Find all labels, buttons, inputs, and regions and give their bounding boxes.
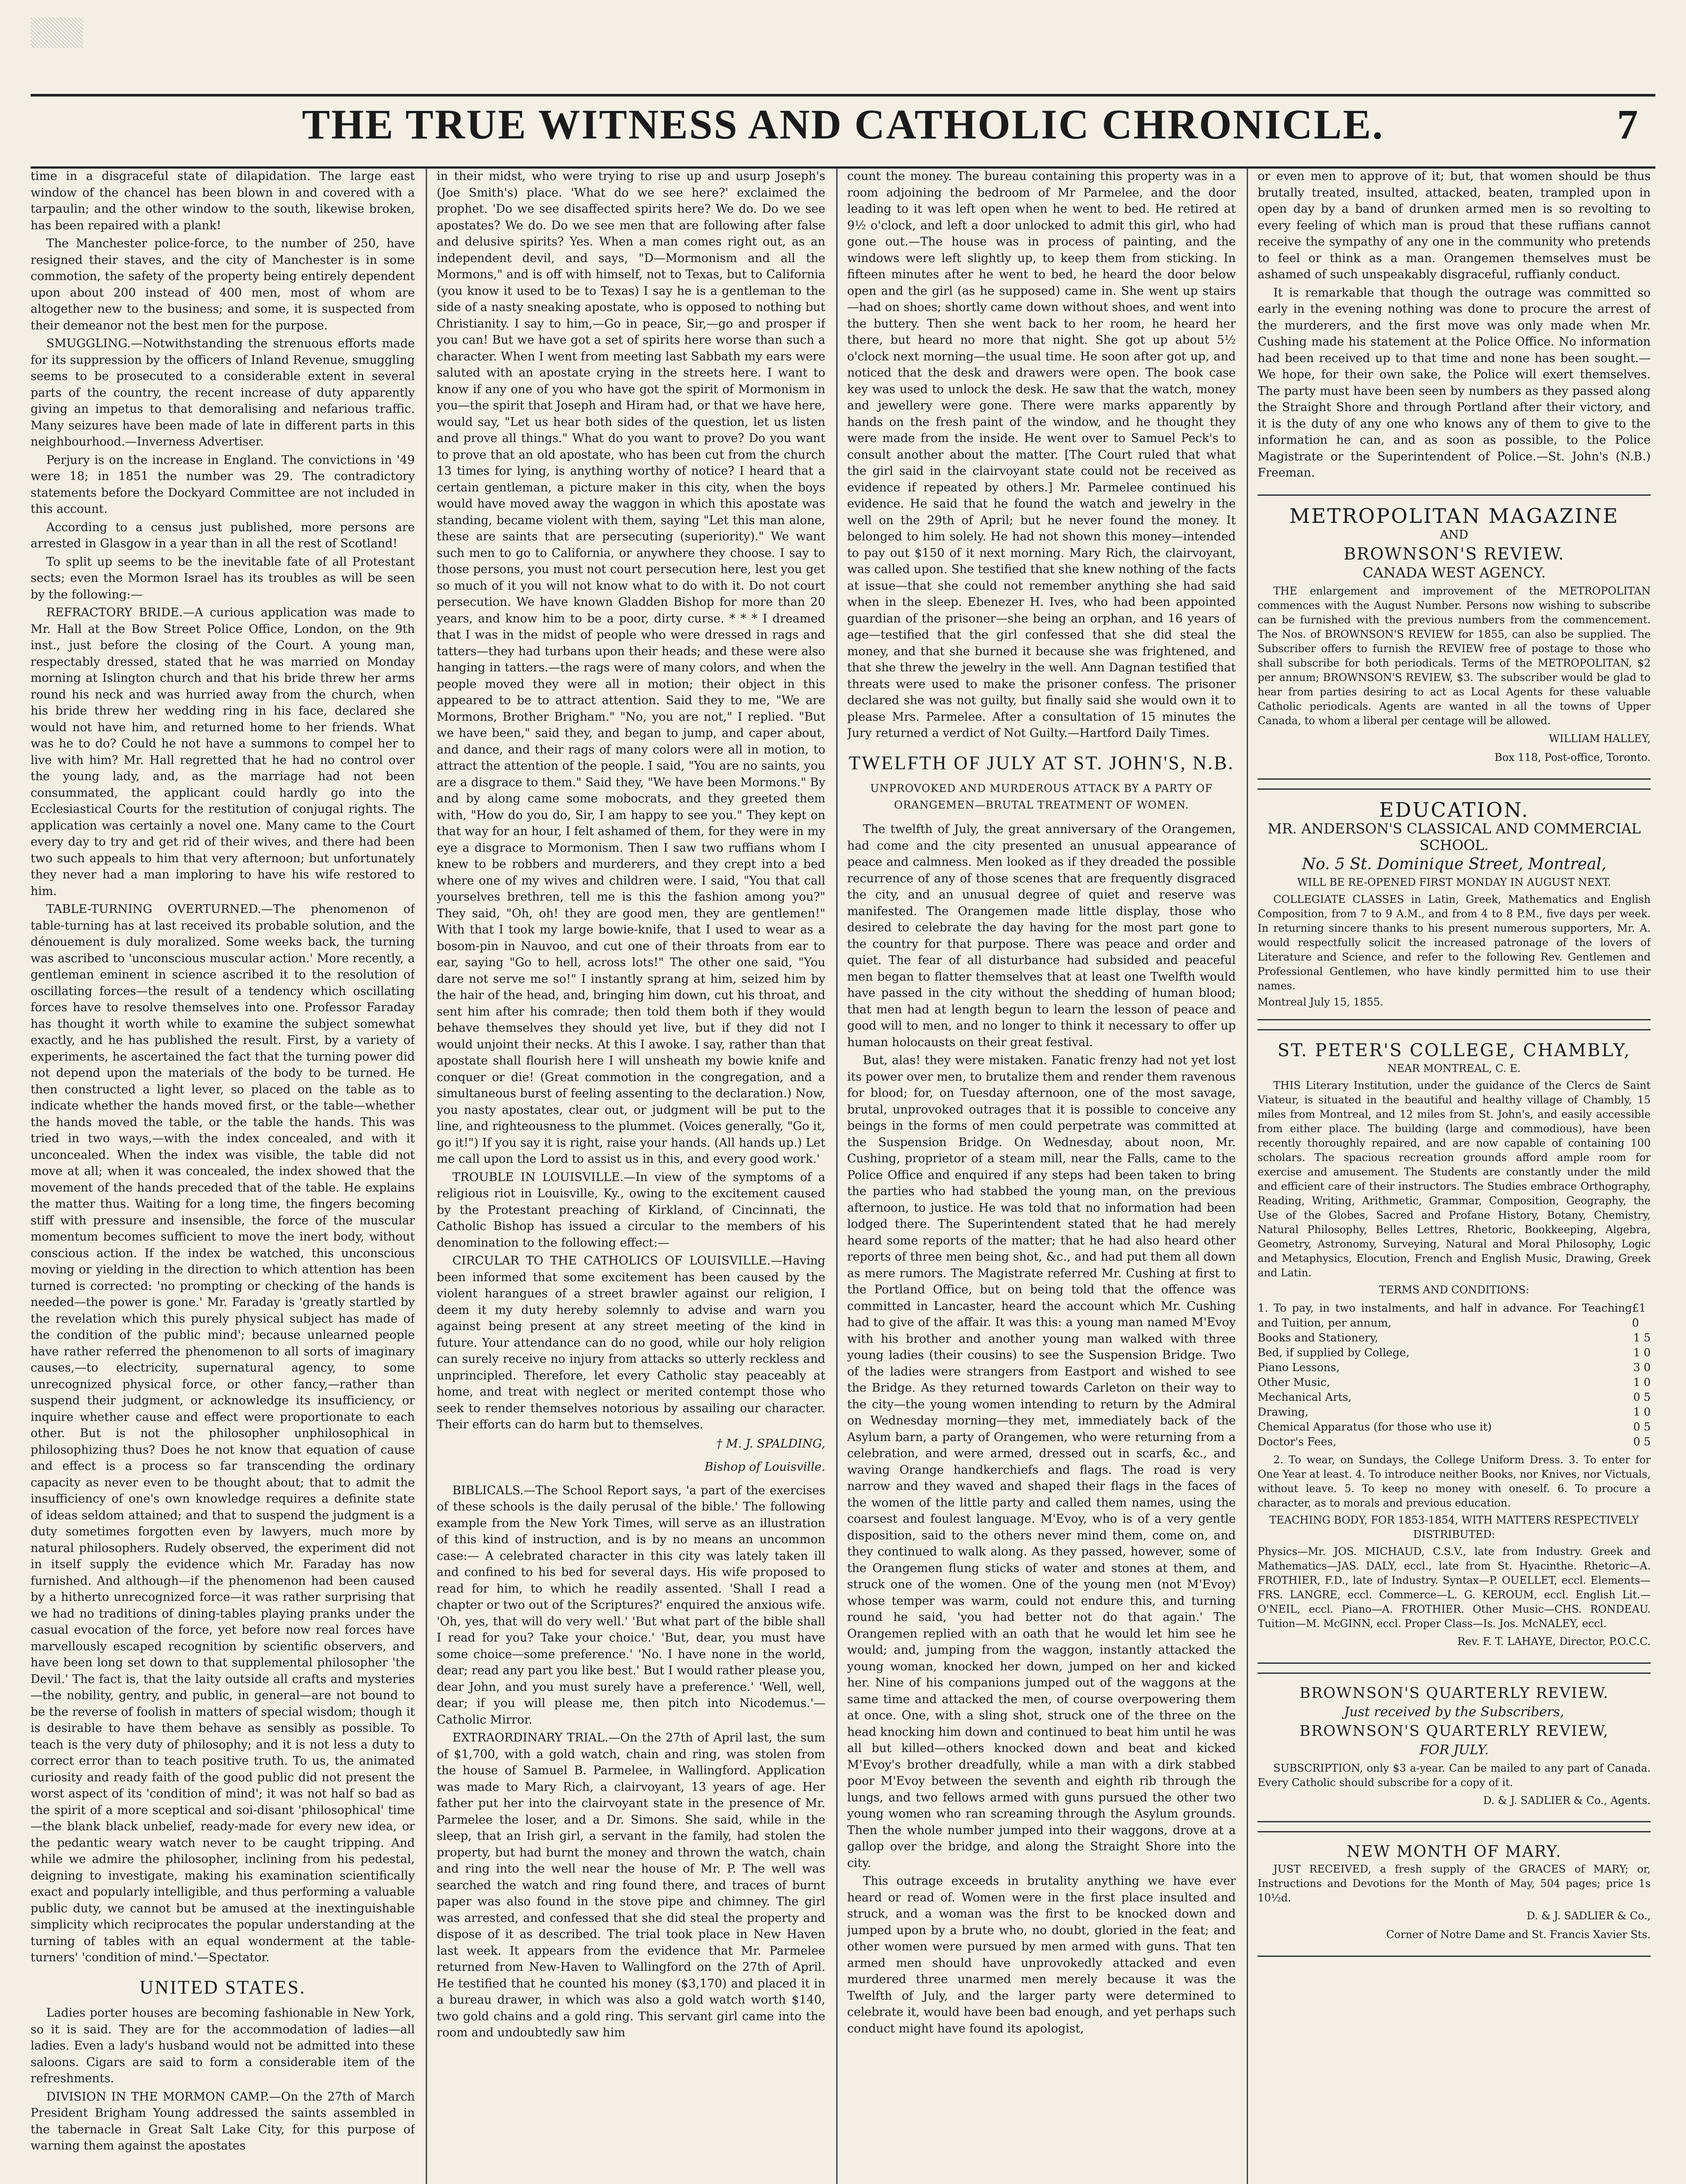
page-number: 7 — [1617, 101, 1638, 148]
terms-amount: 1 0 — [1633, 1376, 1651, 1389]
ad-education — [1258, 788, 1651, 1020]
article-perjury: Perjury is on the increase in England. The convictions in '49 were 18; in 1851 the number was 29. The contradictory statements before the Dockyard Committee are not included in this account. — [31, 453, 415, 516]
terms-amount: £1 0 — [1632, 1302, 1646, 1329]
article-twelfth-1: The twelfth of July, the great anniversary of the Orangemen, had come and the city presented an unusual appearance of peace and calmness. Men looked as if they dreaded the possible recurrence of any of those scenes that are frequently disgraced the city, and an unusual degree of quiet and reserve was manifested. The Orangemen made little display, those who desired to celebrate the day having for the most part gone to the country for that purpose. There was peace and order and quiet. The fear of all disturbance had subsided and peaceful men began to flatter themselves that at least one Twelfth would have passed in the city without the shedding of human blood; that men had at length begun to learn the lesson of peace and good will to men, and no longer to think it necessary to offer up human holocausts on their great festival. — [847, 822, 1236, 1049]
terms-item: Chemical Apparatus (for those who use it) — [1258, 1420, 1492, 1433]
masthead — [31, 94, 1655, 169]
subheading-twelfth-july: UNPROVOKED AND MURDEROUS ATTACK BY A PARTY OF ORANGEMEN—BRUTAL TREATMENT OF WOMEN. — [870, 782, 1213, 811]
ad-education-heading: EDUCATION. — [1379, 798, 1529, 822]
article-remarkable: It is remarkable that though the outrage was committed so early in the evening nothing was done to procure the arrest of the murderers, and the first move was only made when Mr. Cushing made his statement at the Police Office. No information had been received up to that time and none has been sought.—We hope, for their own sake, the Police will exert themselves. The party must have been seen by numbers as they passed along the Straight Shore and through Portland after their victory, and it is the duty of any one who knows any of them to give to the information he can, and as soon as possible, to the Police Magistrate or the Superintendent of Police.—St. John's (N.B.) Freeman. — [1258, 286, 1651, 480]
column-rule — [1247, 168, 1248, 2184]
terms-item: Piano Lessons, — [1258, 1361, 1340, 1374]
ad-st-peters — [1258, 1029, 1651, 1664]
article-ladies: Ladies porter houses are becoming fashionable in New York, so it is said. They are for the accommodation of ladies—all ladies. Even a lady's husband would not be admitted into these saloons. Cigars are said to form a considerable item of the refreshments. — [31, 2006, 415, 2085]
terms-row — [1258, 1360, 1651, 1375]
article-police: The Manchester police-force, to the number of 250, have resigned their staves, and the city of Manchester is in some commotion, the safety of the property being entirely dependent upon about 200 instead of 400 men, most of whom are altogether new to the business; and some, it is suspected from their demeanor not the best men for the purpose. — [31, 237, 415, 332]
section-heading-twelfth-july: TWELFTH OF JULY AT ST. JOHN'S, N.B. — [848, 752, 1234, 774]
terms-item: Bed, if supplied by College, — [1258, 1346, 1410, 1359]
ad-month-of-mary — [1258, 1831, 1651, 1957]
ad-teachers: Physics—Mr. JOS. MICHAUD, C.S.V., late from Industry. Greek and Mathematics—JAS. DALY, eccl., late from St. Hyacinthe. Rhetoric—A. FROTHIER, F.D., late of Industry. Syntax—P. OUELLET, eccl. Elements—FRS. LANGRE, eccl. Commerce—L. G. KEROUM, eccl. English Lit.—O'NEIL, eccl. Piano—A. FROTHIER. Other Music—CHS. RONDEAU. Tuition—M. McGINN, eccl. Proper Class—Is. Jos. McNALEY, eccl. — [1258, 1545, 1651, 1630]
article-table-turning: TABLE-TURNING OVERTURNED.—The phenomenon of table-turning has at last received its probable solution, and the dénouement is duly moralized. Some weeks back, the turning was ascribed to 'unconscious muscular action.' More recently, a gentleman eminent in science ascribed it to the resolution of oscillating forces—the result of a tendency which oscillating forces have to resolve themselves into one. Professor Faraday has thought it worth while to examine the subject somewhat exactly, and he has published the result. First, by a variety of experiments, he ascertained the fact that the turning power did not depend upon the materials of the body to be turned. He then constructed a light lever, so placed on the table as to indicate whether the hands moved first, or the table—whether the hands moved the table, or the table the hands. This was tried in two ways,—with the index concealed, and with it unconcealed. When the index was visible, the table did not move at all; when it was concealed, the index showed that the movement of the hands preceded that of the table. He explains the matter thus. Waiting for a long time, the fingers becoming stiff with pressure and insensible, the force of the muscular momentum becomes sufficient to move the inert body, without conscious action. If the index be watched, this unconscious moving or yielding in the direction to which attention has been turned is corrected: 'no prompting or checking of the hands is needed—the power is gone.' Mr. Faraday is 'greatly startled by the revelation which this purely physical subject has made of the condition of the public mind'; because unlearned people have rather referred the phenomenon to all sorts of imaginary causes,—to electricity, supernatural agency, to some unrecognized physical force, or other fancy,—rather than suspend their judgment, or acknowledge its insufficiency, or inquire whether cause and effect were proportionate to each other. But is not the philosopher unphilosophical in philosophizing thus? Does he not know that equation of cause and effect is a process so far transcending the ordinary capacity as never even to be thought about; that to admit the insufficiency of one's own knowledge requires a definite state of ideas seldom attained; and that to suspend the judgment is a duty sometimes forgotten even by lawyers, much more by natural philosophers. Rudely observed, the experiment did not in itself supply the evidence which Mr. Faraday has now furnished. And although—if the phenomenon had been caused by a hitherto unrecognized force—it was rather surprising that we had no traditions of dining-tables playing pranks under the casual evocation of the force, yet before now real forces have marvellously escaped recognition by scientific observers, and have been long set down to that supplemental philosopher 'the Devil.' The fact is, that the laity outside all crafts and mysteries—the nobility, gentry, and public, in general—are not bound to be the reverse of foolish in matters of special wisdom; though it is desirable to have them behave as sensibly as possible. To teach is the very duty of philosophy; and it is not less a duty to correct error than to teach positive truth. To us, the animated curiosity and ready faith of the good public did not present the worst aspect of its 'condition of mind'; it was not half so bad as the spirit of a more sceptical and soi-disant 'philosophical' time—the blank black unbelief, ready-made for every new idea, or the pedantic weary watch never to be caught tripping. And while we admire the philosopher, inclining from his pedestal, deigning to investigate, making his examination scientifically exact and popularly intelligible, and thus performing a valuable public duty, we cannot but be amused at the inextinguishable simplicity which reciprocates the popular understanding at the turning of tables with an equal wonderment at the table-turners' 'condition of mind.'—Spectator. — [31, 902, 415, 1964]
terms-item: Other Music, — [1258, 1376, 1330, 1389]
article-extraordinary-trial: EXTRAORDINARY TRIAL.—On the 27th of April last, the sum of $1,700, with a gold watch, chain and ring, was stolen from the house of Samuel B. Parmelee, in Wallingford. Application was made to Mary Rich, a clairvoyant, 13 years of age. Her father put her into the clairvoyant state in the presence of Mr. Parmelee the loser, and a Dr. Simons. She said, while in the sleep, that an Irish girl, a servant in the family, had stolen the property, but had burnt the money and thrown the watch, chain and ring into the well near the house of Mr. P. The well was searched the watch and ring found there, and traces of burnt paper was also found in the stove pipe and chimney. The girl was arrested, and confessed that she did steal the property and dispose of it as described. The trial took place in New Haven last week. It appears from the evidence that Mr. Parmelee returned from New-Haven to Wallingford on the 27th of April. He testified that he counted his money ($3,170) and placed it in a bureau drawer, in which was also a gold watch worth $140, two gold chains and a gold ring. This servant girl came into the room and undoubtedly saw him — [437, 1731, 825, 2039]
ad-brownson — [1258, 1673, 1651, 1823]
article-louisville: TROUBLE IN LOUISVILLE.—In view of the symptoms of a religious riot in Louisville, Ky., owing to the excitement caused by the Protestant preaching of Kirkland, of Cincinnati, the Catholic Bishop has issued a circular to the members of his denomination to the following effect:— — [437, 1170, 825, 1250]
terms-item: Doctor's Fees, — [1258, 1435, 1337, 1448]
article-mormon-division: DIVISION IN THE MORMON CAMP.—On the 27th of March President Brigham Young addressed the saints assembled in the tabernacle in Great Salt Lake City, for this purpose of warning them against the apostates — [31, 2090, 415, 2153]
ad-education-title: MR. ANDERSON'S CLASSICAL AND COMMERCIAL SCHOOL. — [1267, 820, 1641, 854]
terms-amount: 1 0 — [1633, 1406, 1651, 1418]
article-refractory-bride: REFRACTORY BRIDE.—A curious application was made to Mr. Hall at the Bow Street Police Office, London, on the 9th inst., just before the closing of the Court. A young man, respectably dressed, stated that he was married on Monday morning at Islington church and that his bride threw her arms round his neck and was hurried away from the church, when his bride threw her wedding ring in his face, declared she would not have him, and returned home to her friends. What was he to do? Could he not have a summons to compel her to live with him? Mr. Hall regretted that he had no control over the young lady, and, as the marriage had not been consummated, the applicant could hardly go into the Ecclesiastical Courts for the restitution of conjugal rights. The application was certainly a novel one. Many came to the Court every day to try and get rid of their wives, and there had been two such appeals to him that very afternoon; but unfortunately they never had a man imploring to have his wife restored to him. — [31, 606, 415, 898]
column-4 — [1258, 168, 1651, 2184]
ad-metropolitan-address: Box 118, Post-office, Toronto. — [1494, 751, 1651, 764]
ad-terms-notes: 2. To wear, on Sundays, the College Uniform Dress. 3. To enter for One Year at least. 4. To introduce neither Books, nor Knives, nor Victuals, without leave. 5. To keep no money with oneself. 6. To procure a character, as to morals and previous education. — [1258, 1454, 1651, 1509]
ad-brownson-received: Just received by the Subscribers, — [1344, 1704, 1564, 1720]
ad-mary-signature: D. & J. SADLIER & Co., — [1527, 1909, 1651, 1922]
signature-spalding-title: Bishop of Louisville. — [704, 1460, 825, 1474]
ad-education-text: COLLEGIATE CLASSES in Latin, Greek, Mathematics and English Composition, from 7 to 9 A.M., and from 4 to 8 P.M., five days per week. In returning sincere thanks to his present numerous supporters, Mr. A. would respectfully solicit the increased patronage of the lovers of Literature and Science, and refer to the following Rev. Gentlemen and Professional Gentlemen, who have kindly permitted him to use their names. — [1258, 893, 1651, 992]
section-heading-united-states: UNITED STATES. — [139, 1976, 306, 1998]
terms-row — [1258, 1375, 1651, 1390]
terms-amount: 0 5 — [1633, 1420, 1651, 1433]
terms-item: Drawing, — [1258, 1406, 1309, 1418]
article-twelfth-2: But, alas! they were mistaken. Fanatic frenzy had not yet lost its power over men, to brutalize them and render them ravenous for blood; for, on Tuesday afternoon, one of the most savage, brutal, unprovoked outrages that it is possible to conceive any beings in the forms of men could perpetrate was committed at the Suspension Bridge. On Wednesday, about noon, Mr. Cushing, proprietor of a steam mill, near the Falls, came to the Police Office and enquired if any steps had been taken to bring the parties who had stabbed the young man, on the previous afternoon, to justice. He was told that no information had been lodged there. The Superintendent stated that he had merely heard some reports of the matter; that he had also heard other reports of three men being shot, &c., and had put them all down as mere rumors. The Magistrate referred Mr. Cushing at first to the Portland Office, but on being told that the offence was committed in Lancaster, heard the account which Mr. Cushing had to give of the affair. It was this: a young man named M'Evoy with his brother and another young man walked with three young ladies (their cousins) to see the Suspension Bridge. Two of the ladies were strangers from Eastport and wished to see the Bridge. As they returned towards Carleton on their way to the city—the young women intending to return by the Admiral on Wednesday morning—they met, immediately back of the Asylum barn, a party of Orangemen, who were returning from a celebration, and were armed, dressed out in scarfs, &c., and waving Orange handkerchiefs and flags. The road is very narrow and they waved and shaped their flags in the faces of the women of the little party and called them names, using the coarsest and foulest language. M'Evoy, who is of a very gentle disposition, said to the others never mind them, come on, and they continued to walk along. As they passed, however, some of the Orangemen flung sticks of water and stones at them, and struck one of the women. One of the young men (not M'Evoy) whose temper was warm, could not endure this, and turning round he said, 'you had better not do that again.' The Orangemen replied with an oath that he would let him see he would; and, jumping from the waggon, instantly attacked the young woman, knocked her down, jumped on her and kicked her. Nine of his companions jumped out of the waggons at the same time and attacked the men, of course overpowering them at once. One, with a sling shot, struck one of the three on the head knocking him down and continued to beat him until he was all but killed—others knocked down and beat and kicked M'Evoy's brother dreadfully, while a man with a dirk stabbed poor M'Evoy between the seventh and eighth rib through the lungs, and two fellows armed with guns pursued the other two young women who ran screaming through the Asylum grounds. Then the whole number jumped into their waggons, drove at a gallop over the bridge, and along the Straight Shore into the city. — [847, 1054, 1236, 1870]
terms-amount: 1 0 — [1633, 1346, 1651, 1359]
ad-brownson-text: SUBSCRIPTION, only $3 a-year. Can be mailed to any part of Canada. Every Catholic should subscribe for a copy of it. — [1258, 1762, 1651, 1789]
article-text: time in a disgraceful state of dilapidation. The large east window of the chancel has been blown in and covered with a tarpaulin; and the other window to the south, likewise broken, has been repaired with a plank! — [31, 169, 415, 232]
terms-row — [1258, 1405, 1651, 1420]
terms-item: 1. To pay, in two instalments, and half in advance. For Teaching and Tuition, per annum, — [1258, 1302, 1632, 1329]
ad-st-peters-location: NEAR MONTREAL, C. E. — [1387, 1062, 1521, 1075]
newspaper-page — [31, 17, 1655, 2184]
ad-mary-heading: NEW MONTH OF MARY. — [1346, 1843, 1562, 1861]
terms-row — [1258, 1301, 1651, 1330]
ad-brownson-title: BROWNSON'S QUARTERLY REVIEW, — [1299, 1722, 1609, 1740]
terms-item: Books and Stationery, — [1258, 1331, 1379, 1344]
terms-amount: 1 5 — [1633, 1331, 1651, 1344]
ad-brownson-heading: BROWNSON'S QUARTERLY REVIEW. — [1299, 1684, 1609, 1702]
article-trial-continued: count the money. The bureau containing this property was in a room adjoining the bedroom of Mr Parmelee, and the door leading to it was left open when he went to bed. He retired at 9½ o'clock, and left a door unlocked to admit this girl, who had gone out.—The house was in process of painting, and the windows were left slightly up, to keep them from sticking. In fifteen minutes after he went to bed, he heard the door below open and the girl (as he supposed) came in. She went up stairs—had on shoes; shortly came down without shoes, and went into the buttery. Then she went back to her room, he heard her there, but heard no more that night. She got up about 5½ o'clock next morning—the usual time. He soon after got up, and noticed that the desk and drawers were open. The book case key was used to unlock the desk. He saw that the watch, money and jewellery were gone. There were marks apparently by hands on the fresh paint of the window, and he thought they were made from the inside. He went over to Samuel Peck's to consult another about the matter. [The Court ruled that what the girl said in the clairvoyant state could not be received as evidence if repeated by others.] Mr. Parmelee continued his evidence. He said that he found the watch and jewelry in the well on the 29th of April; but he never found the money. It belonged to him solely. He had not shown this money—intended to pay out $150 of it next morning. Mary Rich, the clairvoyant, was called upon. She testified that she knew nothing of the facts at issue—that she could not remember anything she had said when in the sleep. Ebenezer H. Ives, who had been appointed guardian of the prisoner—she being an orphan, and 16 years of age—testified that the girl confessed that she did steal the money, and that she burned it because she was frightened, and that she threw the jewelry in the well. Ann Dagnan testified that threats were used to make the prisoner confess. The prisoner declared she was not guilty, but finally said she would own it to please Mrs. Parmelee. After a consultation of 15 minutes the Jury returned a verdict of Not Guilty.—Hartford Daily Times. — [847, 169, 1236, 740]
ad-metropolitan-review: BROWNSON'S REVIEW. — [1343, 544, 1565, 563]
terms-amount: 3 0 — [1633, 1361, 1651, 1374]
column-3 — [847, 168, 1236, 2184]
signature-spalding: † M. J. SPALDING, — [716, 1437, 825, 1451]
ad-metropolitan-agency: CANADA WEST AGENCY. — [1362, 564, 1546, 581]
terms-amount: 0 5 — [1633, 1435, 1651, 1448]
ad-education-address: No. 5 St. Dominique Street, Montreal, — [1302, 855, 1607, 873]
ad-brownson-issue: FOR JULY. — [1419, 1742, 1489, 1758]
ad-teaching-heading: TEACHING BODY, FOR 1853-1854, WITH MATTERS RESPECTIVELY DISTRIBUTED: — [1269, 1514, 1639, 1541]
corner-ornament — [31, 17, 83, 48]
ad-education-date: Montreal July 15, 1855. — [1258, 995, 1383, 1008]
ad-metropolitan-signature: WILLIAM HALLEY, — [1548, 732, 1651, 745]
article-split: To split up seems to be the inevitable fate of all Protestant sects; even the Mormon Israel has its troubles as will be seen by the following:— — [31, 555, 415, 601]
article-circular: CIRCULAR TO THE CATHOLICS OF LOUISVILLE.—Having been informed that some excitement has been caused by the violent harangues of a street brawler against our religion, I deem it my duty hereby solemnly to advise and warn you against being present at any street meeting of the kind in future. Your attendance can do no good, while our holy religion can surely receive no injury from attacks so utterly reckless and unprincipled. Therefore, let every Catholic stay peaceably at home, and treat with neglect or merited contempt those who seek to render themselves notorious by assailing our character. Their efforts can do harm but to themselves. — [437, 1254, 825, 1431]
ad-mary-address: Corner of Notre Dame and St. Francis Xavier Sts. — [1386, 1928, 1651, 1941]
ad-brownson-signature: D. & J. SADLIER & Co., Agents. — [1483, 1794, 1651, 1807]
article-twelfth-3: This outrage exceeds in brutality anything we have ever heard or read of. Women were in the first place insulted and struck, and a woman was the first to be knocked down and jumped upon by a brute who, no doubt, gloried in the feat; and other women were pursued by men armed with guns. That ten armed men should have unprovokedly attacked and even murdered three unarmed men merely because it was the Twelfth of July, and the larger party were determined to celebrate it, would have been bad enough, and yet perhaps such conduct might have found its apologist, — [847, 1874, 1236, 2035]
article-smuggling: SMUGGLING.—Notwithstanding the strenuous efforts made for its suppression by the officers of Inland Revenue, smuggling seems to be prosecuted to a considerable extent in several parts of the country, the recent increase of duty apparently giving an impetus to that demoralising and nefarious traffic. Many seizures have been made of late in different parts in this neighbourhood.—Inverness Advertiser. — [31, 337, 415, 449]
ad-metropolitan-title: METROPOLITAN MAGAZINE — [1289, 504, 1619, 528]
ad-st-peters-text: THIS Literary Institution, under the guidance of the Clercs de Saint Viateur, is situated in the beautiful and healthy village of Chambly, 15 miles from Montreal, and 12 miles from St. John's, and easily accessible from either place. The building (large and commodious), have been recently thoroughly repaired, and are now capable of containing 100 scholars. The spacious recreation grounds afford ample room for exercise and amusement. The Students are constantly under the mild and efficient care of their instructors. The Studies embrace Orthography, Reading, Writing, Arithmetic, Grammar, Composition, Geography, the Use of the Globes, Sacred and Profane History, Botany, Chemistry, Natural Philosophy, Belles Lettres, Rhetoric, Bookkeeping, Algebra, Geometry, Astronomy, Surveying, Natural and Moral Philosophy, Logic and Metaphysics, Elocution, French and English Music, Drawing, Greek and Latin. — [1258, 1079, 1651, 1279]
column-2 — [437, 168, 825, 2184]
ad-metropolitan-text: THE enlargement and improvement of the METROPOLITAN commences with the August Number. Persons now wishing to subscribe can be furnished with the previous numbers from the commencement. The Nos. of BROWNSON'S REVIEW for 1855, can also be supplied. The Subscriber offers to furnish the REVIEW free of postage to those who shall subscribe for both periodicals. Terms of the METROPOLITAN, $2 per annum; BROWNSON'S REVIEW, $3. The subscriber would be glad to hear from parties desiring to act as Local Agents for these valuable Catholic periodicals. Agents are wanted in all the towns of Upper Canada, to whom a liberal per centage will be allowed. — [1258, 584, 1651, 727]
terms-row — [1258, 1420, 1651, 1434]
terms-row — [1258, 1345, 1651, 1360]
terms-row — [1258, 1434, 1651, 1449]
terms-row — [1258, 1390, 1651, 1405]
terms-row — [1258, 1330, 1651, 1345]
ad-terms-heading: TERMS AND CONDITIONS: — [1379, 1284, 1529, 1296]
article-biblicals: BIBLICALS.—The School Report says, 'a part of the exercises of these schools is the daily perusal of the bible.' The following example from the New York Times, will serve as an illustration of this kind of instruction, and is by no means an uncommon case:— A celebrated character in this city was lately taken ill and confined to his bed for several days. His wife proposed to read for him, to which he readily assented. 'Shall I read a chapter or two out of the Scriptures?' enquired the anxious wife. 'Oh, yes, that will do very well.' 'But what part of the bible shall I read for you? Take your choice.' 'But, dear, you must have some choice—some preference.' 'No. I have none in the world, dear; read any part you like best.' But I would rather please you, dear John, and you must surely have a preference.' 'Well, well, dear; if you will please me, then pitch into Nicodemus.'—Catholic Mirror. — [437, 1483, 825, 1727]
ad-mary-text: JUST RECEIVED, a fresh supply of the GRACES of MARY; or, Instructions and Devotions for the Month of May, 504 pages; price 1s 10½d. — [1258, 1863, 1651, 1904]
ad-director: Rev. F. T. LAHAYE, Director, P.O.C.C. — [1457, 1635, 1651, 1648]
article-census: According to a census just published, more persons are arrested in Glasgow in a year than in all the rest of Scotland! — [31, 520, 415, 550]
terms-item: Mechanical Arts, — [1258, 1391, 1352, 1403]
column-rule — [426, 168, 427, 2184]
article-mormon-speech: in their midst, who were trying to rise up and usurp Joseph's (Joe Smith's) place. 'What do we see here?' exclaimed the prophet. 'Do we see disaffected spirits here? We do. Do we see apostates? We do. Do we see men that are following after false and delusive spirits? Yes. When a man comes right out, as an independent devil, and says, "D—Mormonism and all the Mormons," and is off with himself, not to Texas, but to California (you know it used to be to Texas) I say he is a gentleman to the side of a nasty sneaking apostate, who is opposed to nothing but Christianity. I say to him,—Go in peace, Sir,—go and prosper if you can! But we have got a set of spirits here worse than such a character. When I went from meeting last Sabbath my ears were saluted with an apostate crying in the streets here. I want to know if any one of you who have got the spirit of Mormonism in you—the spirit that Joseph and Hiram had, or that we have here, would say, "Let us hear both sides of the question, let us listen and prove all things." What do you want to prove? Do you want to prove that an old apostate, who has been cut from the church 13 times for lying, is anything worthy of notice? I heard that a certain gentleman, a picture maker in this city, when the boys would have moved away the waggon in which this apostate was standing, became violent with them, saying "Let this man alone, these are saints that are persecuting (superiority)." We want such men to go to California, or anywhere they choose. I say to those persons, you must not court persecution here, lest you get so much of it you will not know what to do with it. Do not court persecution. We have known Gladden Bishop for more than 20 years, and know him to be a poor, dirty curse. * * * I dreamed that I was in the midst of people who were dressed in rags and tatters—they had turbans upon their heads; and these were also hanging in tatters.—the rags were of many colors, and when the people moved they were all in motion; their object in this appeared to be to attract attention. Said they to me, "We are Mormons, Brother Brigham." "No, you are not," I replied. "But we have been," said they, and began to jump, and caper about, and dance, and their rags of many colors were all in motion, to attract the attention of the people. I said, "You are no saints, you are a disgrace to them." Said they, "We have been Mormons." By and by along came some mobocrats, and they greeted them with, "How do you do, Sir, I am happy to see you." They kept on that way for an hour, I felt ashamed of them, for they were in my eye a disgrace to Mormonism. Then I saw two ruffians whom I knew to be robbers and murderers, and they crept into a bed where one of my wives and children were. I said, "You that call yourselves brethren, tell me is this the fashion among you?" They said, "Oh, oh! they are good men, they are gentlemen!" With that I took my large bowie-knife, that I used to wear as a bosom-pin in Nauvoo, and cut one of their throats from ear to ear, saying "Go to hell, across lots!" The other one said, "You dare not serve me so!" I instantly sprang at him, seized him by the hair of the head, and, bringing him down, cut his throat, and sent him after his comrade; then told them both if they would behave themselves they should yet live, but if they did not I would unjoint their necks. At this I awoke. I say, rather than that apostate shall flourish here I will unsheath my bowie knife and conquer or die! (Great commotion in the congregation, and a simultaneous burst of feeling assenting to the declaration.) Now, you nasty apostates, clear out, or judgment will be put to the line, and righteousness to the plummet. (Voices generally, "Go it, go it!") If you say it is right, raise your hands. (All hands up.) Let me call upon the Lord to assist us in this, and every good work.' — [437, 169, 825, 1166]
masthead-title: THE TRUE WITNESS AND CATHOLIC CHRONICLE. — [302, 101, 1384, 148]
ad-education-reopen: WILL BE RE-OPENED FIRST MONDAY IN AUGUST NEXT. — [1297, 876, 1611, 888]
article-apologist: or even men to approve of it; but, that women should be thus brutally treated, insulted, attacked, beaten, trampled upon in open day by a band of drunken armed men is so revolting to every feeling of which man is proud that these ruffians cannot receive the sympathy of any one in the community who pretends to feel or think as a man. Orangemen themselves must be ashamed of such unspeakably disgraceful, ruffianly conduct. — [1258, 169, 1651, 281]
terms-amount: 0 5 — [1633, 1391, 1651, 1403]
ad-terms-list — [1258, 1301, 1651, 1449]
ad-st-peters-title: ST. PETER'S COLLEGE, CHAMBLY, — [1277, 1040, 1631, 1061]
column-rule — [836, 168, 838, 2184]
ad-metropolitan-and: AND — [1440, 528, 1469, 542]
ad-metropolitan — [1258, 494, 1651, 780]
column-1 — [31, 168, 415, 2184]
